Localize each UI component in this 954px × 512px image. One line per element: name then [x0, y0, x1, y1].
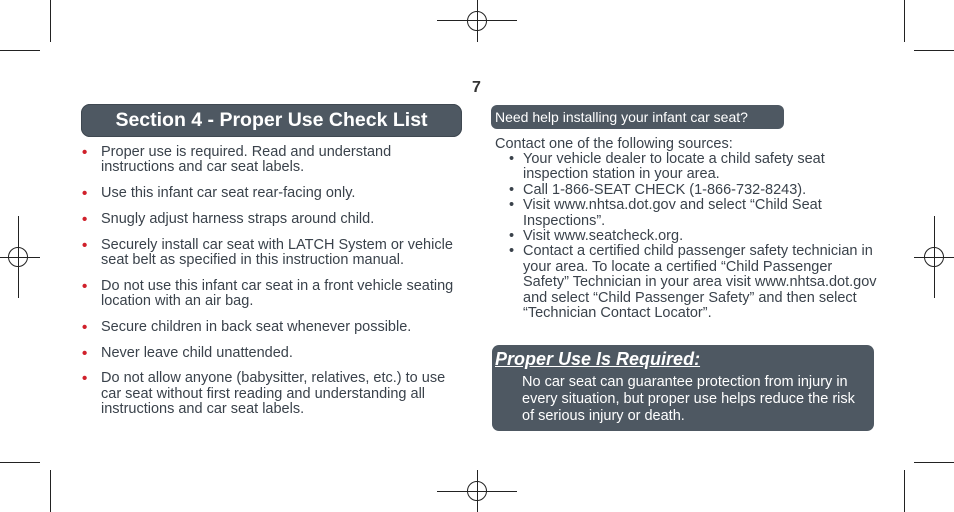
list-item: • Visit www.nhtsa.dot.gov and select “Child Seat Inspections”.	[509, 197, 822, 229]
bullet-icon: •	[82, 144, 88, 161]
bullet-icon: •	[82, 344, 88, 362]
list-item: • Use this infant car seat rear-facing only.	[82, 185, 356, 203]
contact-sources	[509, 152, 879, 321]
bullet-icon: •	[82, 185, 88, 203]
bullet-icon: •	[82, 277, 88, 295]
list-item: • Do not use this infant car seat in a front vehicle seating location with an air bag.	[82, 277, 454, 310]
bullet-icon: •	[509, 197, 515, 214]
section-title: Section 4 - Proper Use Check List	[81, 104, 462, 137]
bullet-icon: •	[509, 181, 515, 198]
bullet-icon: •	[82, 236, 88, 254]
list-item: • Your vehicle dealer to locate a child safety seat inspection station in your area.	[509, 151, 825, 183]
bullet-icon: •	[509, 228, 515, 245]
list-item: • Contact a certified child passenger safety technician in your area. To locate a certified “Child Passenger Safety” Technician in your area visit www.nhtsa.dot.gov and select “Child Passenger Safety” and then select “Technician Contact Locator”.	[509, 243, 877, 322]
list-item: • Never leave child unattended.	[82, 344, 293, 362]
proper-use-box	[492, 345, 874, 431]
bullet-icon: •	[509, 243, 515, 260]
checklist	[82, 145, 462, 428]
bullet-icon: •	[82, 210, 88, 228]
bullet-icon: •	[82, 318, 88, 336]
list-item: • Visit www.seatcheck.org.	[509, 228, 684, 245]
bullet-icon: •	[82, 370, 88, 388]
help-title: Need help installing your infant car seat?	[491, 105, 784, 129]
list-item: • Secure children in back seat whenever possible.	[82, 318, 412, 336]
bullet-icon: •	[509, 151, 515, 167]
contact-intro: Contact one of the following sources:	[495, 136, 733, 152]
page-number: 7	[472, 79, 481, 96]
list-item: • Call 1-866-SEAT CHECK (1-866-732-8243).	[509, 181, 807, 198]
list-item: • Do not allow anyone (babysitter, relatives, etc.) to use car seat without first reading and understanding all instructions and car seat labels.	[82, 370, 446, 418]
list-item: • Snugly adjust harness straps around child.	[82, 210, 375, 228]
proper-use-title: Proper Use Is Required:	[495, 349, 701, 369]
list-item: • Securely install car seat with LATCH System or vehicle seat belt as specified in this instruction manual.	[82, 236, 453, 268]
proper-use-text: No car seat can guarantee protection from injury in every situation, but proper use helps reduce the risk of serious injury or death.	[522, 374, 855, 424]
list-item: • Proper use is required. Read and understand instructions and car seat labels.	[82, 144, 392, 176]
